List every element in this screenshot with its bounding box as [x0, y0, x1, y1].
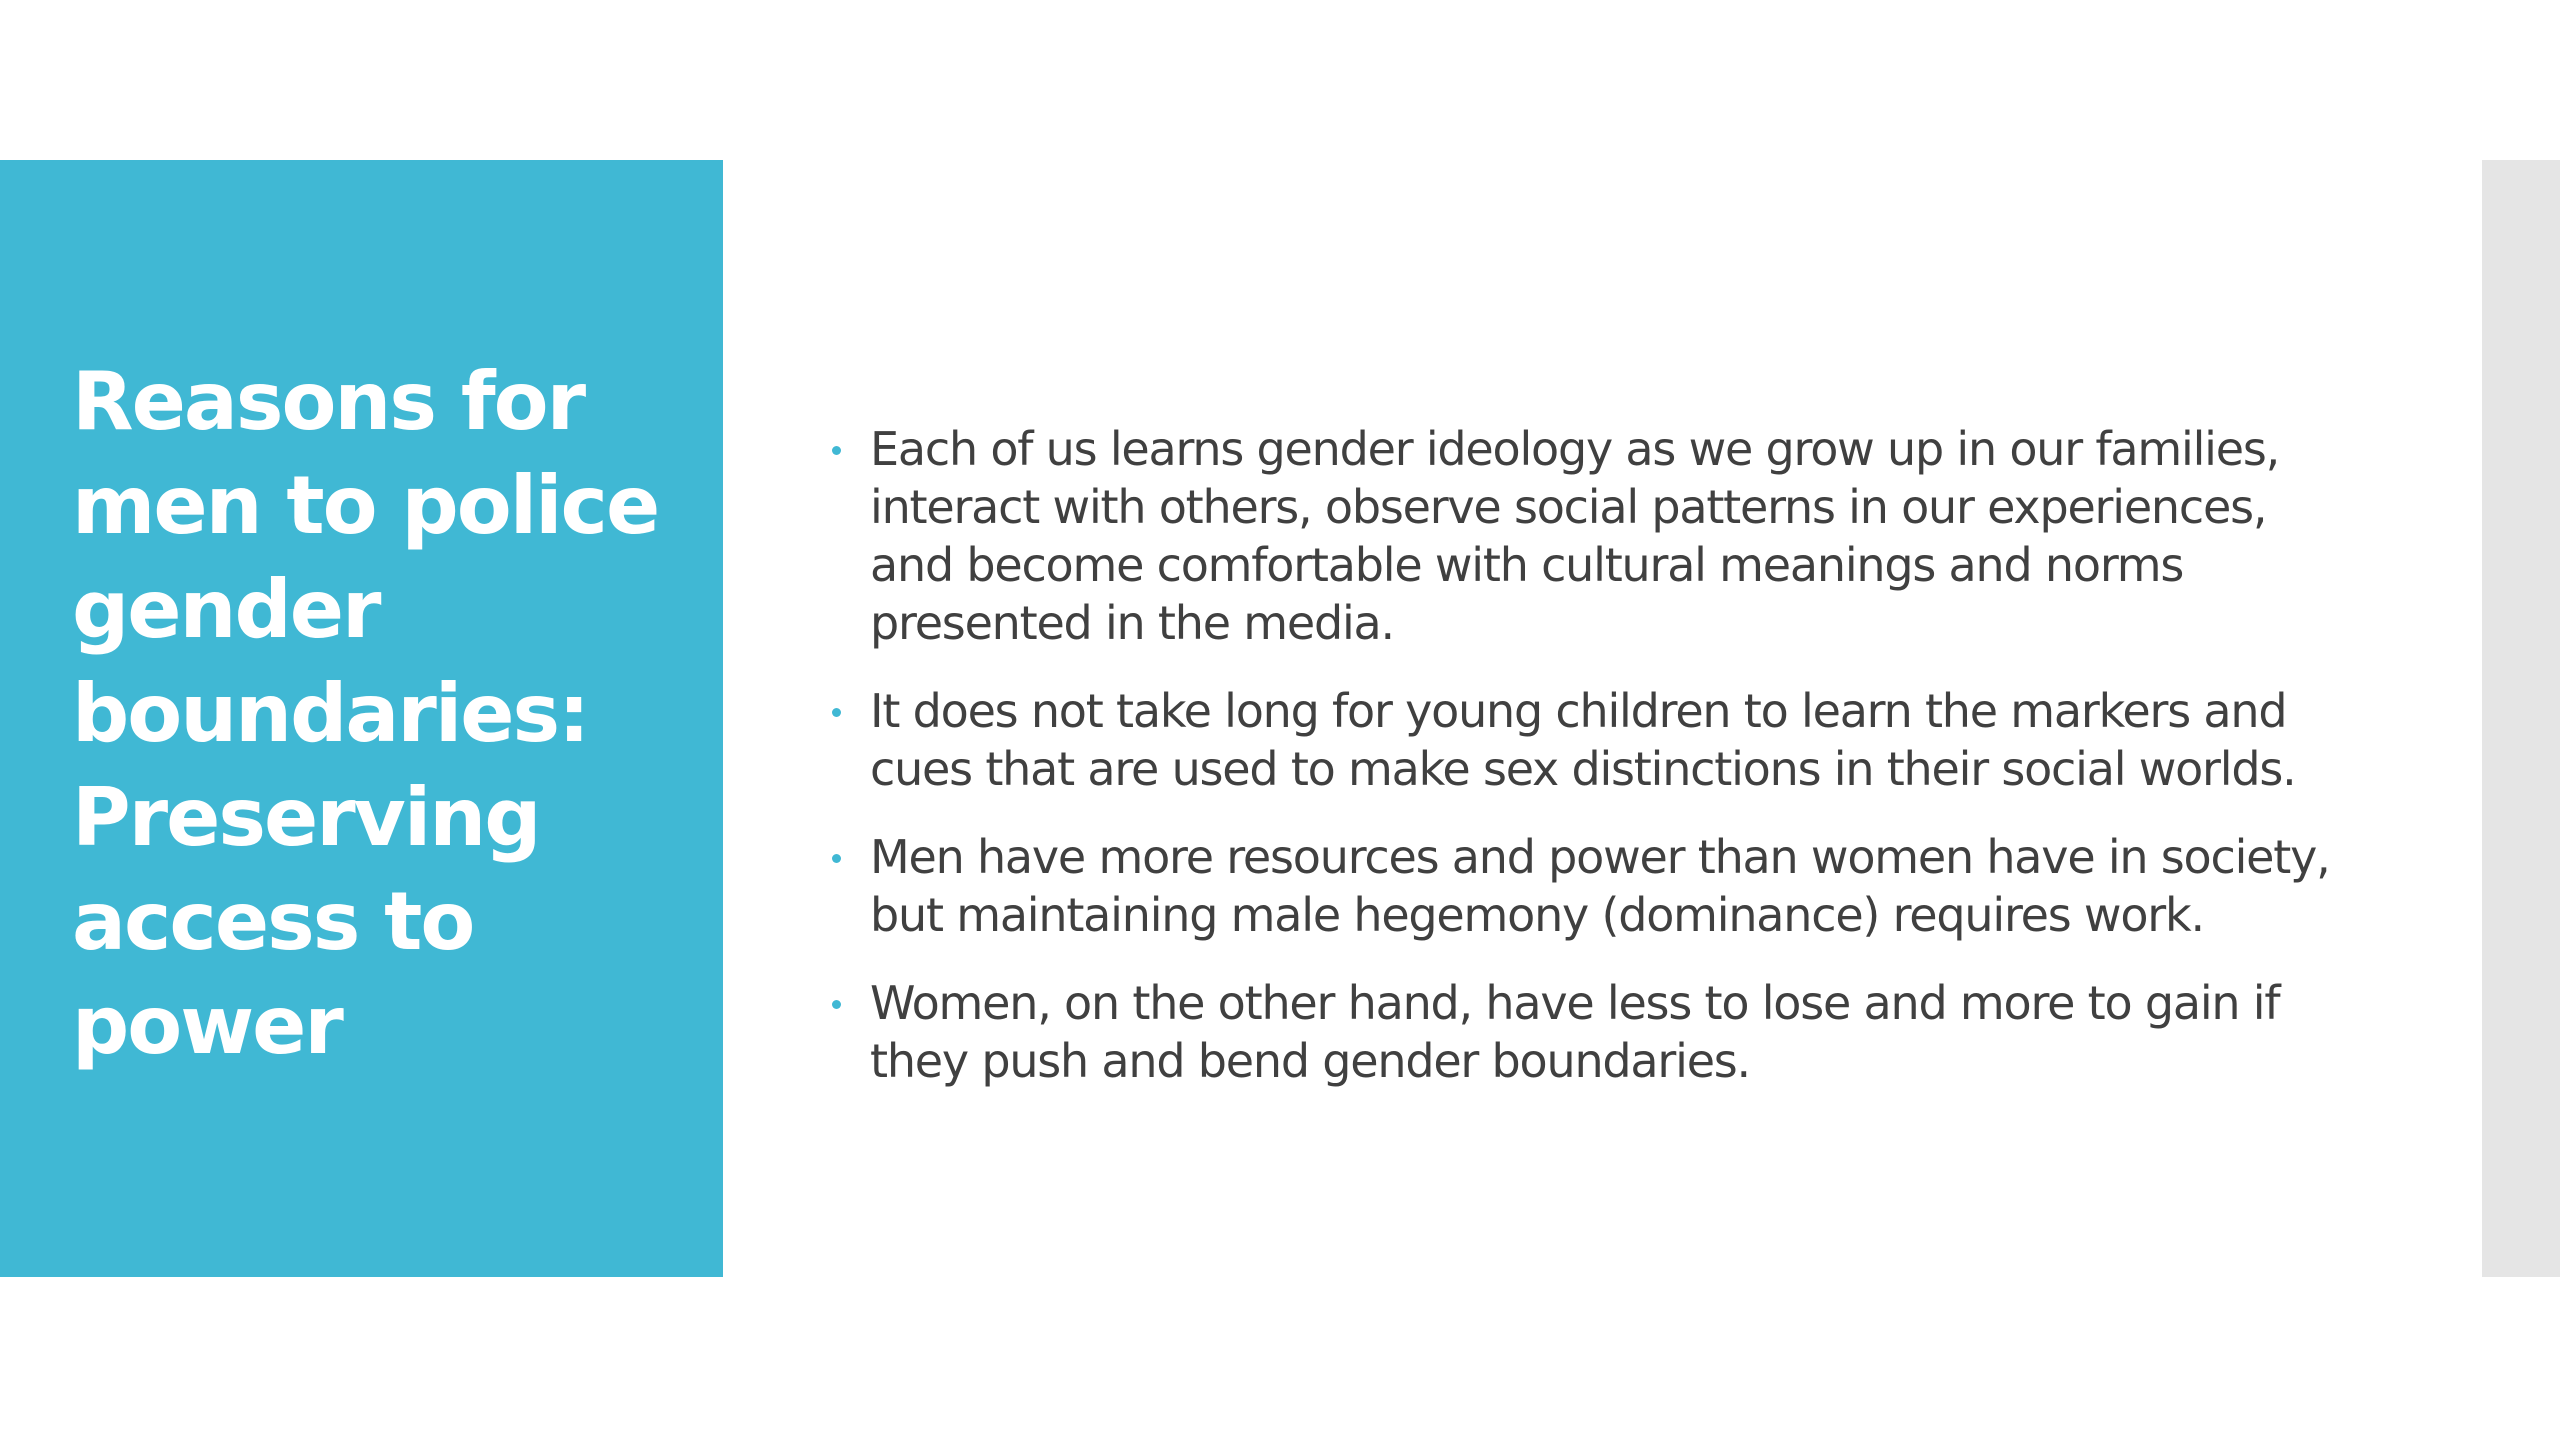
bullet-dot-icon — [832, 854, 841, 863]
bullet-item — [830, 974, 2350, 1090]
bullet-text: Men have more resources and power than women have in society, but maintaining male hegemony (dominance) requires work. — [870, 830, 2330, 942]
bullet-item — [830, 828, 2350, 944]
slide-title: Reasons for men to police gender boundaries: Preserving access to power — [72, 355, 659, 1072]
bullet-list — [830, 420, 2350, 1120]
bullet-item — [830, 682, 2350, 798]
bullet-dot-icon — [832, 1000, 841, 1009]
bullet-text: It does not take long for young children to learn the markers and cues that are used to make sex distinctions in their social worlds. — [870, 684, 2296, 796]
bullet-item — [830, 420, 2350, 652]
side-strip — [2482, 160, 2560, 1277]
bullet-dot-icon — [832, 708, 841, 717]
bullet-text: Women, on the other hand, have less to lose and more to gain if they push and bend gender boundaries. — [870, 976, 2280, 1088]
bullet-dot-icon — [832, 446, 841, 455]
bullet-text: Each of us learns gender ideology as we grow up in our families, interact with others, observe social patterns in our experiences, and become comfortable with cultural meanings and norms presented in the media. — [870, 422, 2280, 650]
